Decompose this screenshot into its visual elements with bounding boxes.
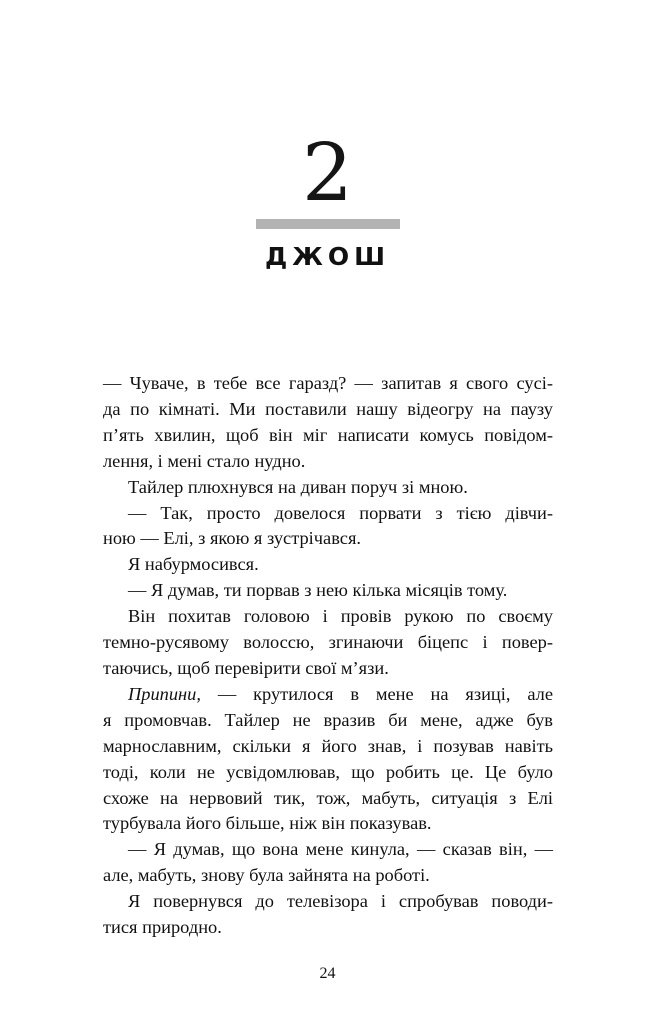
chapter-title: ДЖОШ (264, 242, 390, 271)
text-line-rest: — крутилося в мене на язиці, але (217, 683, 553, 704)
text-line: — Чуваче, в тебе все гаразд? — запитав я свого сусі- (103, 373, 553, 393)
text-line: Я повернувся до телевізора і спробував поводи- (128, 891, 553, 912)
text-line: п’ять хвилин, щоб він міг написати комусь повідом- (103, 424, 553, 445)
text-line: — Так, просто довелося порвати з тією дівчи- (128, 502, 553, 523)
text-line: тоді, коли не усвідомлював, що робить це. Це було (103, 761, 553, 782)
text-line-with-italic (103, 682, 553, 708)
text-line: темно-русявому волоссю, згинаючи біцепс і повер- (103, 632, 553, 653)
text-line: тися природно. (103, 917, 222, 938)
text-line: марнославним, скільки я його знав, і позував навіть (103, 735, 553, 756)
chapter-divider (256, 219, 400, 229)
page-number: 24 (319, 965, 336, 982)
chapter-body (103, 371, 553, 941)
text-line: таючись, щоб перевірити свої м’язи. (103, 657, 389, 678)
text-line: Я набурмосився. (128, 554, 259, 575)
text-line: — Я думав, що вона мене кинула, — сказав він, — (128, 839, 553, 860)
text-line: — Я думав, ти порвав з нею кілька місяців тому. (128, 580, 508, 601)
text-line: але, мабуть, знову була зайнята на роботі. (103, 865, 430, 886)
text-line: Він похитав головою і провів рукою по своєму (128, 606, 553, 627)
text-line: турбувала його більше, ніж він показував. (103, 813, 432, 834)
text-line: я промовчав. Тайлер не вразив би мене, адже був (103, 709, 553, 730)
text-line: да по кімнаті. Ми поставили нашу відеогру на паузу (103, 398, 553, 419)
italic-word: Припини, (128, 683, 201, 704)
text-line: Тайлер плюхнувся на диван поруч зі мною. (128, 476, 468, 497)
text-line: лення, і мені стало нудно. (103, 450, 306, 471)
text-line: ною — Елі, з якою я зустрічався. (103, 528, 361, 549)
text-line: схоже на нервовий тик, тож, мабуть, ситуація з Елі (103, 787, 553, 808)
chapter-number: 2 (302, 126, 353, 219)
